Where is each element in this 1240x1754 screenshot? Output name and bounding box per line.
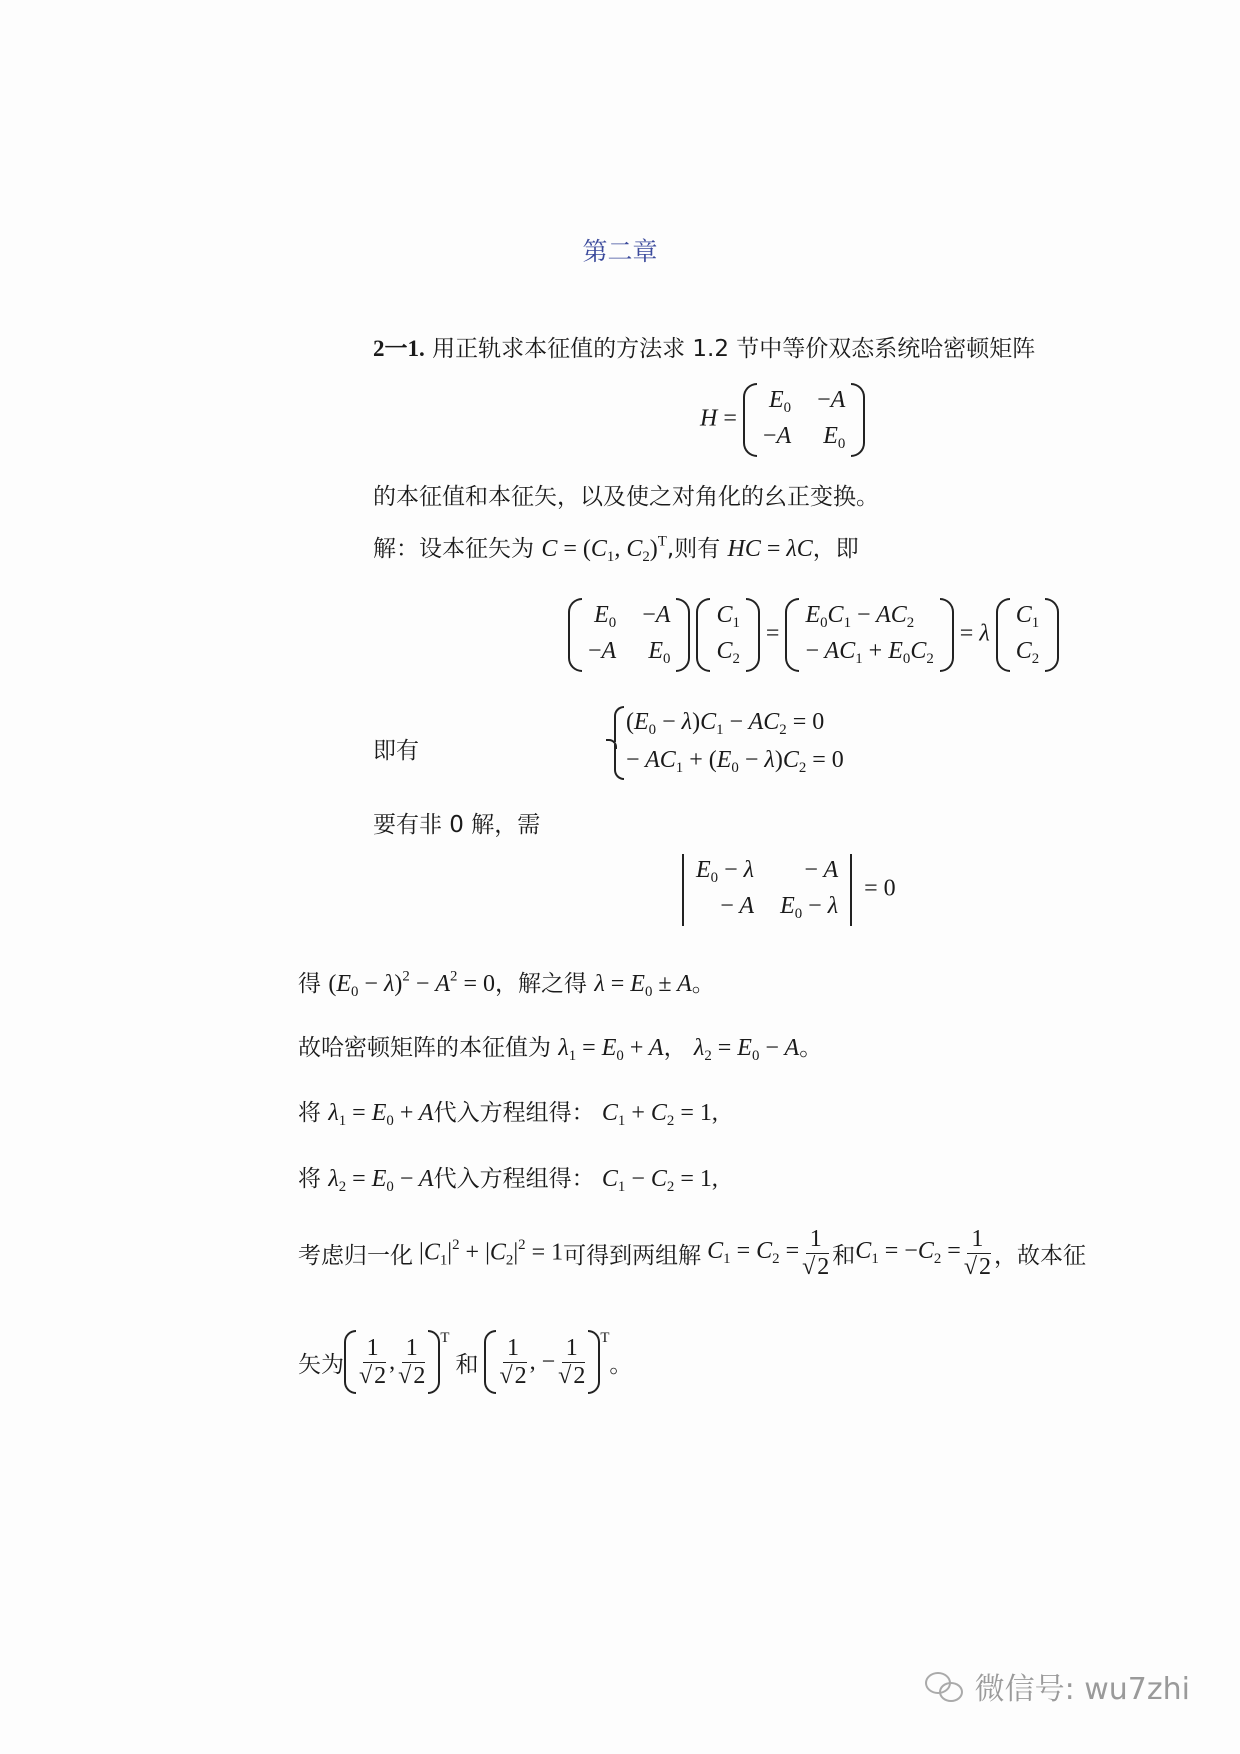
- determinant-equation: $E_0 - \lambda$ − A − A $E_0 - \lambda$ = 0: [676, 854, 896, 926]
- problem-statement-line: [373, 330, 1035, 363]
- ji-you-label: 即有: [373, 738, 419, 764]
- problem-number: 2一1.: [373, 336, 425, 361]
- chapter-title: 第二章: [582, 237, 658, 266]
- equation-system: $(E_0 - \lambda)C_1 - AC_2 = 0$ − $AC_1 + (E_0 - \lambda)C_2 = 0$: [606, 706, 850, 780]
- nonzero-condition: 要有非 0 解，需: [373, 812, 541, 838]
- eigenvectors-line: 矢为 $\frac{1}{√2}$ , $\frac{1}{√2}$ $^T$ 和 $\frac{1}{√2}$ , − $\frac{1}{√2}$ $^T$ 。: [298, 1330, 632, 1394]
- solution-intro: 解：设本征矢为 $C = (C_1$, $C_2)^T$,则有 HC = λC，即: [373, 533, 859, 566]
- watermark: [925, 1664, 1190, 1708]
- characteristic-line: 得 $(E_0 - \lambda)^2 - A^2 = 0$，解之得 $\lambda = E_0 \pm A$。: [298, 968, 715, 1001]
- substitution-1: 将 $\lambda_1 = E_0 + A$代入方程组得： $C_1 + C_2 = 1$,: [298, 1100, 718, 1130]
- hamiltonian-matrix: H = $E_0$ −A −A $E_0$: [700, 383, 865, 457]
- problem-statement-2: 的本征值和本征矢，以及使之对角化的幺正变换。: [373, 484, 879, 510]
- eigen-equation: $E_0$ −A −A $E_0$ $C_1$ $C_2$ = $E_0C_1 - AC_2$ − $AC_1 + E_0C_2$ = λ $C_1$ $C_2$: [568, 598, 1059, 672]
- normalization-line: 考虑归一化 $|C_1|^2 + |C_2|^2 = 1$ 可得到两组解 $C_1 = C_2$ = $\frac{1}{√2}$ 和 $C_1 = -C_2$ = $\frac{1}{√2}$ ，故本征: [298, 1226, 1086, 1280]
- wechat-icon: [925, 1670, 965, 1702]
- eigenvalues-line: 故哈密顿矩阵的本征值为 $\lambda_1 = E_0 + A$， $\lambda_2 = E_0 - A$。: [298, 1035, 823, 1065]
- problem-statement: 用正轨求本征值的方法求 1.2 节中等价双态系统哈密顿矩阵: [432, 336, 1036, 362]
- substitution-2: 将 $\lambda_2 = E_0 - A$代入方程组得： $C_1 - C_2 = 1$,: [298, 1166, 718, 1196]
- watermark-text: 微信号: wu7zhi: [974, 1672, 1190, 1707]
